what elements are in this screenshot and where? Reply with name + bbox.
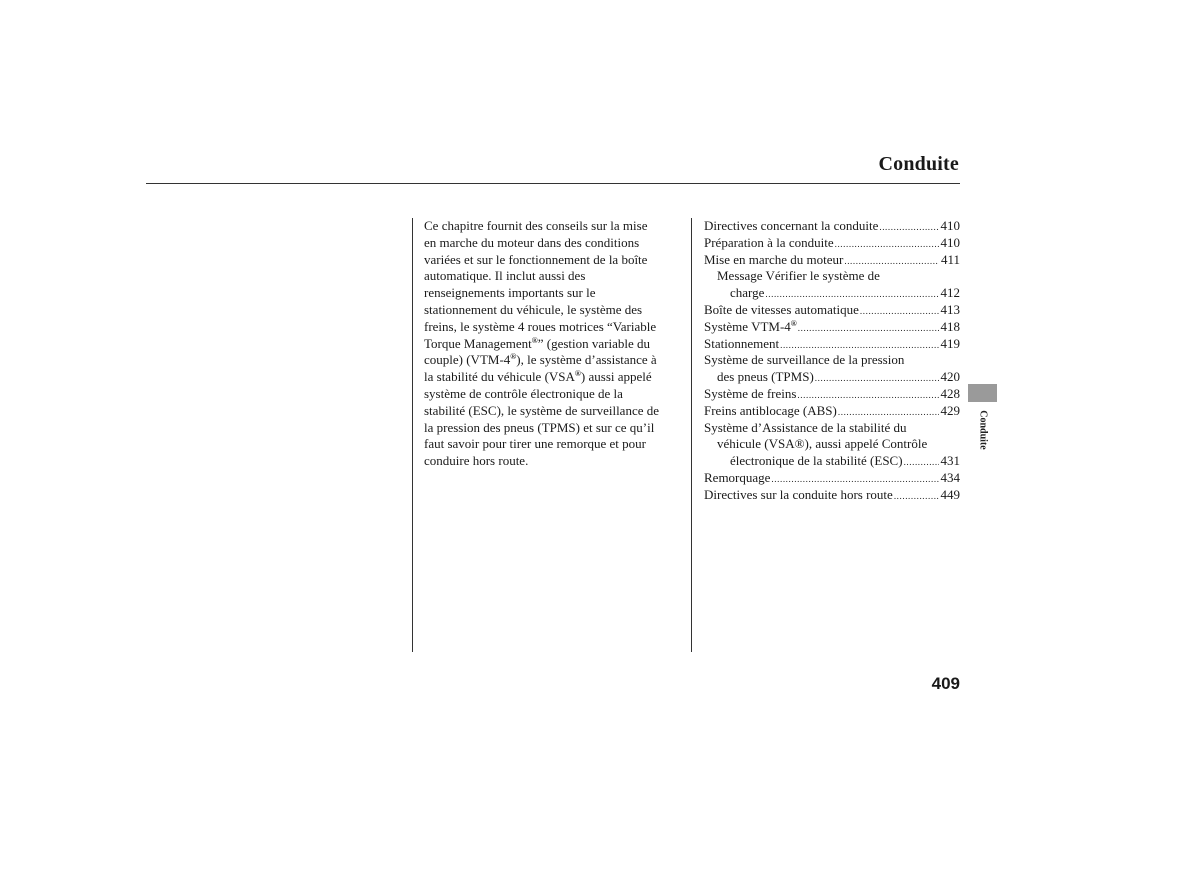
column-divider-right	[691, 218, 692, 652]
toc-entry-tpms[interactable]: Système de surveillance de la pression des pneus (TPMS) ..... 420	[704, 352, 960, 386]
intro-line: Torque Management®” (gestion variable du	[424, 335, 650, 351]
toc-entry-stationnement[interactable]: Stationnement ..... 419	[704, 336, 960, 353]
intro-line: la pression des pneus (TPMS) et sur ce qu’il	[424, 419, 655, 435]
registered-mark: ®	[510, 352, 517, 362]
column-divider-left	[412, 218, 413, 652]
intro-line: variées et sur le fonctionnement de la boîte	[424, 251, 648, 267]
toc-entry-vtm4[interactable]: Système VTM-4® ..... 418	[704, 319, 960, 336]
intro-line: la stabilité du véhicule (VSA®) aussi appelé	[424, 369, 652, 385]
intro-line: Ce chapitre fournit des conseils sur la mise	[424, 218, 648, 233]
intro-line: renseignements importants sur le	[424, 285, 596, 301]
registered-mark: ®	[574, 369, 581, 379]
title-rule	[146, 183, 960, 184]
page-number: 409	[931, 674, 960, 693]
registered-mark: ®	[790, 318, 797, 328]
toc-entry-mise-en-marche[interactable]: Mise en marche du moteur ..... 411	[704, 252, 960, 269]
intro-line: stabilité (ESC), le système de surveillance de	[424, 402, 660, 418]
chapter-tab-label: Conduite	[977, 410, 989, 450]
registered-mark: ®	[531, 335, 538, 345]
toc-entry-preparation[interactable]: Préparation à la conduite ..... 410	[704, 235, 960, 252]
toc-entry-vsa[interactable]: Système d’Assistance de la stabilité du véhicule (VSA®), aussi appelé Contrôle électronique de la stabilité (ESC) ..... 431	[704, 420, 960, 470]
intro-line: freins, le système 4 roues motrices “Variable	[424, 318, 657, 334]
intro-paragraph	[424, 218, 686, 470]
intro-line: automatique. Il inclut aussi des	[424, 268, 586, 284]
intro-line: faut savoir pour tirer une remorque et pour	[424, 436, 647, 452]
intro-line: stationnement du véhicule, le système des	[424, 301, 643, 317]
toc-entry-directives-conduite[interactable]: Directives concernant la conduite ..... 410	[704, 218, 960, 235]
intro-line: couple) (VTM-4®), le système d’assistance à	[424, 352, 657, 368]
toc-entry-freins[interactable]: Système de freins ..... 428	[704, 386, 960, 403]
intro-line: en marche du moteur dans des conditions	[424, 234, 640, 250]
page-title: Conduite	[878, 153, 959, 175]
intro-line: conduire hors route.	[424, 453, 529, 469]
toc-entry-abs[interactable]: Freins antiblocage (ABS) ..... 429	[704, 403, 960, 420]
table-of-contents	[704, 218, 960, 504]
toc-entry-remorquage[interactable]: Remorquage ..... 434	[704, 470, 960, 487]
toc-entry-hors-route[interactable]: Directives sur la conduite hors route ..... 449	[704, 487, 960, 504]
intro-line: système de contrôle électronique de la	[424, 385, 623, 401]
toc-entry-boite-vitesses[interactable]: Boîte de vitesses automatique ..... 413	[704, 302, 960, 319]
toc-entry-message-charge[interactable]: Message Vérifier le système de charge ..... 412	[704, 268, 960, 302]
chapter-tab[interactable]	[968, 384, 997, 402]
